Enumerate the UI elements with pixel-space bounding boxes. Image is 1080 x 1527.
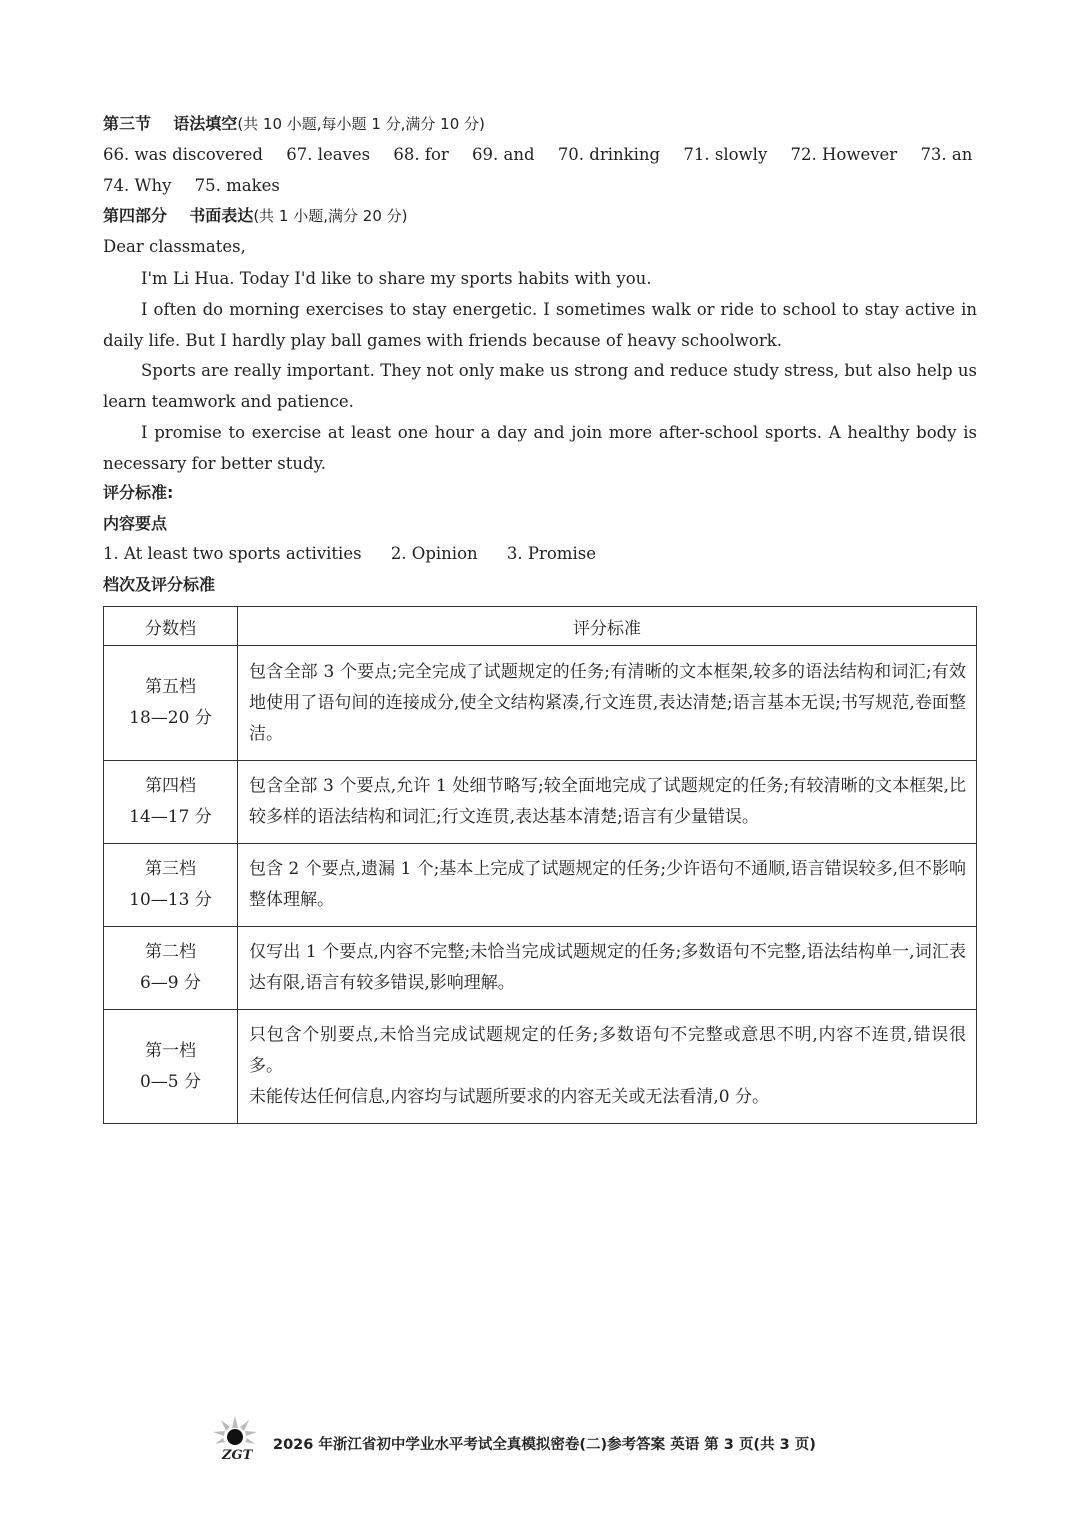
criteria-cell: 仅写出 1 个要点,内容不完整;未恰当完成试题规定的任务;多数语句不完整,语法结构单一,词汇表达有限,语言有较多错误,影响理解。 (238, 927, 977, 1010)
level-name: 第二档 (145, 942, 196, 962)
table-row (104, 927, 977, 1010)
level-range: 6—9 分 (139, 973, 202, 993)
table-row (104, 1010, 977, 1124)
section3-note: (共 10 小题,每小题 1 分,满分 10 分) (237, 115, 485, 133)
header-level: 分数档 (104, 607, 238, 646)
criteria-cell (238, 1010, 977, 1124)
logo-lettering: ZGT (222, 1448, 253, 1463)
level-cell (104, 927, 238, 1010)
level-cell (104, 1010, 238, 1124)
letter-paragraph-1: I'm Li Hua. Today I'd like to share my sports habits with you. (141, 269, 652, 288)
table-row (104, 646, 977, 761)
levels-title: 档次及评分标准 (103, 575, 216, 594)
answers-line-2 (103, 176, 298, 196)
level-cell (104, 761, 238, 844)
page-footer (205, 1414, 905, 1464)
level-name: 第一档 (145, 1040, 196, 1061)
level-range: 0—5 分 (139, 1071, 202, 1092)
scoring-table (103, 606, 977, 1124)
criteria-text: 只包含个别要点,未恰当完成试题规定的任务;多数语句不完整或意思不明,内容不连贯,错误很多。 (249, 1025, 966, 1076)
level-range: 14—17 分 (129, 807, 212, 827)
answer-item: 72. However (790, 145, 898, 164)
publisher-logo (205, 1414, 265, 1464)
answer-item: 70. drinking (557, 145, 661, 164)
answer-item: 74. Why (103, 176, 172, 195)
criteria-cell: 包含全部 3 个要点,允许 1 处细节略写;较全面地完成了试题规定的任务;有较清晰的文本框架,比较多样的语法结构和词汇;行文连贯,表达基本清楚;语言有少量错误。 (238, 761, 977, 844)
letter-salutation: Dear classmates, (103, 237, 246, 256)
level-cell (104, 646, 238, 761)
answer-item: 73. an (920, 145, 973, 164)
level-range: 18—20 分 (129, 708, 212, 728)
criteria-cell: 包含全部 3 个要点;完全完成了试题规定的任务;有清晰的文本框架,较多的语法结构和词汇;有效地使用了语句间的连接成分,使全文结构紧凑,行文连贯,表达清楚;语言基本无误;书写规范,卷面整洁。 (238, 646, 977, 761)
section3-heading (103, 114, 485, 134)
level-name: 第五档 (145, 677, 196, 697)
footer-text: 2026 年浙江省初中学业水平考试全真模拟密卷(二)参考答案 英语 第 3 页(共 3 页) (273, 1437, 816, 1453)
part4-number: 第四部分 (103, 206, 168, 225)
answer-item: 67. leaves (286, 145, 371, 164)
content-points-list (103, 544, 620, 564)
section3-number: 第三节 (103, 114, 152, 133)
scoring-title: 评分标准: (103, 483, 174, 502)
level-name: 第四档 (145, 776, 196, 796)
header-criteria: 评分标准 (238, 607, 977, 646)
level-range: 10—13 分 (129, 890, 212, 910)
letter-paragraph-3: Sports are really important. They not only make us strong and reduce study stress, but also help us learn teamwork and patience. (103, 361, 977, 411)
content-point: 2. Opinion (390, 544, 478, 563)
part4-note: (共 1 小题,满分 20 分) (253, 207, 408, 225)
content-points-title: 内容要点 (103, 514, 168, 533)
table-row (104, 761, 977, 844)
criteria-cell: 包含 2 个要点,遗漏 1 个;基本上完成了试题规定的任务;少许语句不通顺,语言错误较多,但不影响整体理解。 (238, 844, 977, 927)
table-header-row (104, 607, 977, 646)
part4-heading (103, 206, 408, 226)
answer-item: 66. was discovered (103, 145, 263, 164)
table-row (104, 844, 977, 927)
answer-item: 71. slowly (683, 145, 768, 164)
section3-title: 语法填空 (173, 114, 238, 133)
answers-line-1 (103, 145, 990, 165)
answer-item: 75. makes (194, 176, 280, 195)
letter-paragraph-4: I promise to exercise at least one hour a day and join more after-school sports. A healthy body is necessary for better study. (103, 423, 977, 473)
content-point: 3. Promise (506, 544, 596, 563)
letter-paragraph-2: I often do morning exercises to stay energetic. I sometimes walk or ride to school to stay active in daily life. But I hardly play ball games with friends because of heavy schoolwork. (103, 300, 977, 350)
criteria-text-zero: 未能传达任何信息,内容均与试题所要求的内容无关或无法看清,0 分。 (249, 1087, 770, 1107)
level-cell (104, 844, 238, 927)
answer-item: 69. and (472, 145, 535, 164)
part4-title: 书面表达 (189, 206, 254, 225)
level-name: 第三档 (145, 859, 196, 879)
content-point: 1. At least two sports activities (103, 544, 362, 563)
answer-item: 68. for (393, 145, 449, 164)
